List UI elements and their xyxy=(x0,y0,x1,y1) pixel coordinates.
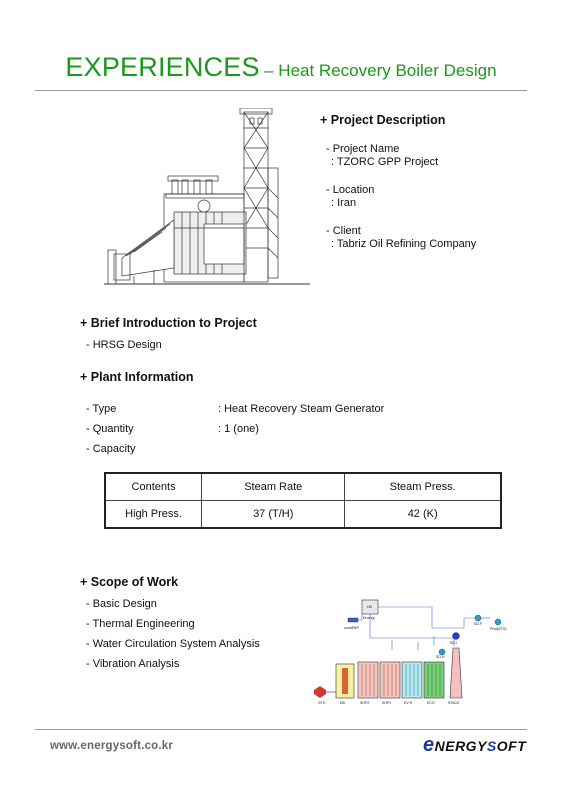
stack-label: STACK xyxy=(448,701,460,705)
location-value: : Iran xyxy=(331,197,357,209)
company-logo xyxy=(423,734,526,757)
table-row xyxy=(105,501,501,529)
client-value: : Tabriz Oil Refining Company xyxy=(331,238,477,250)
db-label: DB xyxy=(340,701,345,705)
capacity-label: - Capacity xyxy=(86,443,136,455)
scope-item: - Basic Design xyxy=(86,598,157,610)
scope-item: - Water Circulation System Analysis xyxy=(86,638,260,650)
valve-3-label: SD-H xyxy=(436,655,445,659)
table-header-steam-press: Steam Press. xyxy=(345,473,501,501)
table-header-row xyxy=(105,473,501,501)
type-value: : Heat Recovery Steam Generator xyxy=(218,403,385,415)
project-name-value: : TZORC GPP Project xyxy=(331,156,439,168)
inlet-label: GTO xyxy=(318,701,326,705)
project-name-label: - Project Name xyxy=(326,143,400,155)
logo-text-o: S xyxy=(486,738,497,754)
valve-2-label: SD-I xyxy=(450,641,457,645)
capacity-table xyxy=(104,472,502,529)
table-cell-contents: High Press. xyxy=(105,501,202,529)
footer-rule xyxy=(35,729,527,730)
table-header-contents: Contents xyxy=(105,473,202,501)
title-sub: – Heat Recovery Boiler Design xyxy=(264,61,497,80)
drum-label: Drum(p xyxy=(363,616,375,620)
table-cell-steam-rate: 37 (T/H) xyxy=(202,501,345,529)
type-label: - Type xyxy=(86,403,117,415)
client-label: - Client xyxy=(326,225,361,237)
table-header-steam-rate: Steam Rate xyxy=(202,473,345,501)
page-title xyxy=(0,52,562,83)
logo-e: e xyxy=(423,734,435,756)
quantity-value: : 1 (one) xyxy=(218,423,259,435)
ev-label: EV H xyxy=(404,701,413,705)
boiler-elevation-drawing xyxy=(104,108,310,288)
outlet-label: Prod(STS) xyxy=(490,627,507,631)
shp1-label: SHP1 xyxy=(382,701,392,705)
quantity-label: - Quantity xyxy=(86,423,134,435)
scope-item: - Thermal Engineering xyxy=(86,618,195,630)
valve-1-label: SD-F xyxy=(474,622,483,626)
footer-url: www.energysoft.co.kr xyxy=(50,740,174,752)
logo-text-a: NERGY xyxy=(434,738,487,754)
plant-info-heading: + Plant Information xyxy=(80,370,194,384)
scope-item: - Vibration Analysis xyxy=(86,658,180,670)
project-description-heading: + Project Description xyxy=(320,113,446,127)
scope-heading: + Scope of Work xyxy=(80,575,179,589)
brief-intro-item: - HRSG Design xyxy=(86,339,162,351)
brief-intro-heading: + Brief Introduction to Project xyxy=(80,316,257,330)
table-cell-steam-press: 42 (K) xyxy=(345,501,501,529)
logo-text-b: OFT xyxy=(496,738,527,754)
shp2-label: SHP2 xyxy=(360,701,370,705)
eco-label: ECO xyxy=(427,701,435,705)
cnd-label: condENP xyxy=(344,626,359,630)
process-flow-diagram xyxy=(314,592,514,707)
title-main: EXPERIENCES xyxy=(65,52,260,82)
drum-text: HD xyxy=(367,605,373,609)
location-label: - Location xyxy=(326,184,375,196)
header-rule xyxy=(35,90,527,91)
